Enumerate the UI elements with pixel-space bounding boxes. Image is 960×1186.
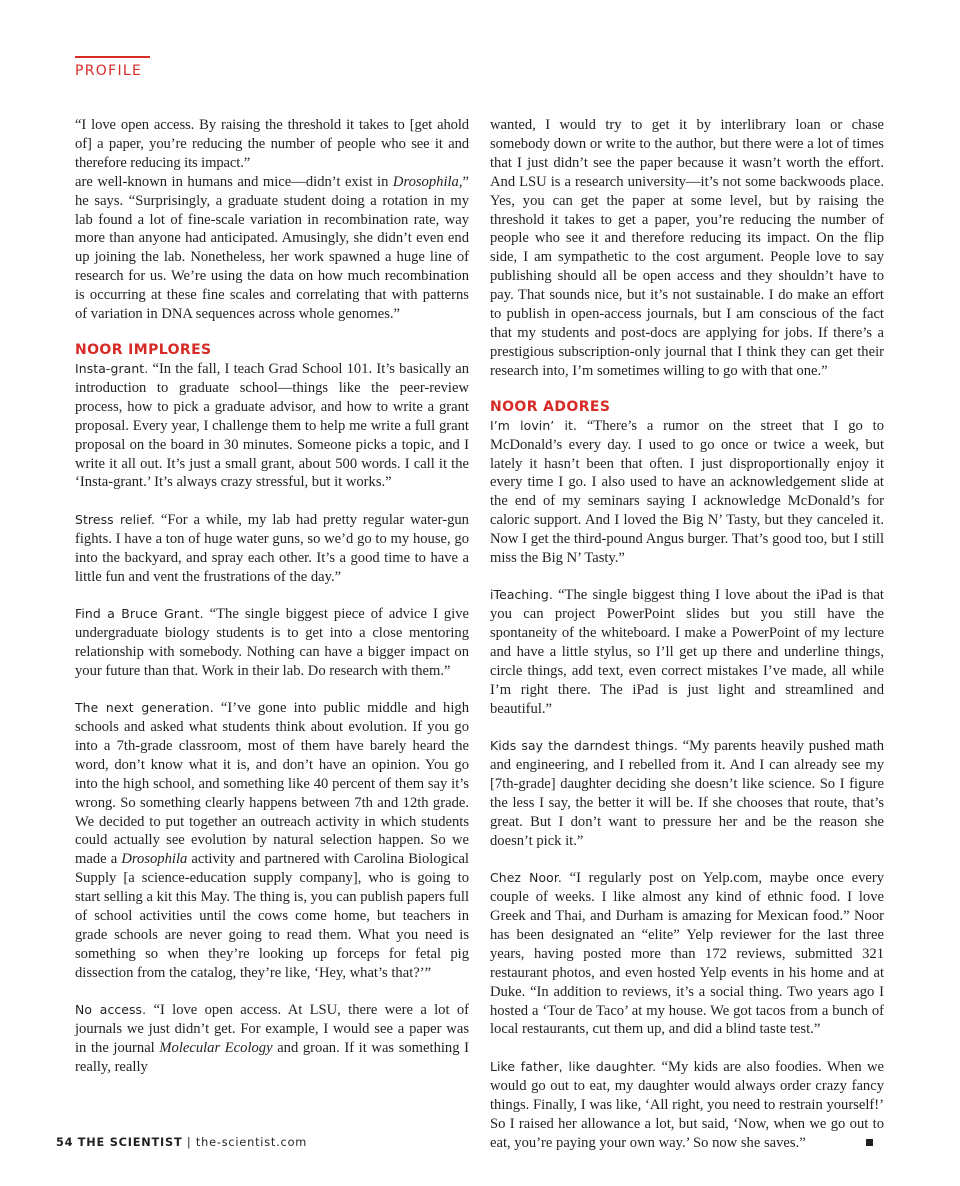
iteaching-lead: iTeaching. (490, 587, 553, 603)
intro-italic: Drosophila (392, 173, 459, 190)
no-access-paragraph (75, 1001, 469, 1077)
bruce-grant-text: “The single biggest piece of advice I give undergraduate biology students is to get into a close mentoring relationship with somebody. Nothing can have a bigger impact on your future than that. Work in their lab. Do research with them.” (75, 605, 469, 679)
father-daughter-text: “My kids are also foodies. When we would go out to eat, my daughter would always order crazy fancy things. Finally, I was like, ‘All right, you need to restrain yourself!’ So I raised her allowance a lot, but said, ‘Now, when we go out to eat, you’re paying your own way.’ So now she saves.” (490, 1058, 884, 1151)
no-access-lead: No access. (75, 1002, 147, 1018)
site-url: the-scientist.com (195, 1136, 308, 1149)
left-column (75, 116, 469, 1077)
chez-noor-lead: Chez Noor. (490, 870, 562, 886)
insta-grant-lead: Insta-grant. (75, 360, 149, 376)
section-label: PROFILE (75, 63, 143, 79)
kids-paragraph (490, 737, 884, 850)
chez-noor-paragraph (490, 869, 884, 1039)
stress-relief-paragraph (75, 511, 469, 587)
next-generation-paragraph (75, 699, 469, 983)
adores-heading: NOOR ADORES (490, 398, 611, 415)
next-generation-lead: The next generation. (75, 700, 214, 716)
intro-paragraph (75, 173, 469, 324)
page-footer (56, 1136, 307, 1149)
lovin-it-lead: I’m lovin’ it. (490, 417, 578, 433)
intro-text-cont: ,” he says. “Surprisingly, a graduate student doing a rotation in my lab found a lot of fine-scale variation in recombination rate, way more than anyone had anticipated. Amusingly, she didn’t even end up joining the lab. Nonetheless, her work spawned a huge line of research for us. We’re using the data on how much recombination is occurring at these fine scales and correlating that with patterns of variation in DNA sequences across whole genomes.” (75, 173, 469, 323)
pull-quote: “I love open access. By raising the threshold it takes to [get ahold of] a paper, you’re reducing the number of people who see it and therefore reducing its impact.” (75, 117, 469, 171)
chez-noor-text: “I regularly post on Yelp.com, maybe once every couple of weeks. I like almost any kind of ethnic food. I love Greek and Thai, and Durham is amazing for Mexican food.” Noor has been designated an “elite” Yelp reviewer for the last three years, having posted more than 172 reviews, submitted 321 restaurant photos, and even hosted Yelp events in his home and at Duke. “In addition to reviews, it’s a social thing. Two years ago I hosted a ‘Tour de Taco’ at my house. We got tacos from a bunch of local restaurants, cut them up, and did a blind taste test.” (490, 870, 884, 1038)
header-rule (75, 56, 150, 58)
kids-lead: Kids say the darndest things. (490, 738, 678, 754)
kids-text: “My parents heavily pushed math and engineering, and I rebelled from it. And I can already see my [7th-grade] daughter deciding she doesn’t like science. So I figure the less I say, the better it will be. If she chooses that route, that’s great. But I don’t want to pressure her and be the reason she doesn’t pick it.” (490, 738, 884, 849)
next-generation-text-cont: activity and partnered with Carolina Biological Supply [a science-education supply company], who is going to start selling a kit this May. The thing is, you can publish papers full of school activities until the cows come home, but teachers in grade schools are never going to read them. What you need is something so when they’re looking up forceps for fetal pig dissection from the catalog, they’re like, ‘Hey, what’s that?’” (75, 851, 469, 981)
magazine-name: THE SCIENTIST (77, 1136, 183, 1149)
iteaching-text: “The single biggest thing I love about the iPad is that you can project PowerPoint slides but you still have the spontaneity of the whiteboard. I make a PowerPoint of my lecture and have a little stylus, so I’ll get up there and underline things, circle things, add text, even correct mistakes I’ve made, all while I’m right there. The iPad is just light and streamlined and beautiful.” (490, 587, 884, 717)
next-generation-italic: Drosophila (121, 851, 188, 868)
next-generation-text: “I’ve gone into public middle and high schools and asked what students think about evolution. If you go into a 7th-grade classroom, most of them have barely heard the word, don’t know what it is, and don’t have an opinion. You go into the high school, and something like 40 percent of them say it’s wrong. So something clearly happens between 7th and 12th grade. We decided to put together an outreach activity in which students could actually see evolution by natural selection happen. So we made a (75, 700, 470, 868)
stress-relief-lead: Stress relief. (75, 511, 155, 527)
bruce-grant-paragraph (75, 605, 469, 681)
lovin-it-text: “There’s a rumor on the street that I go to McDonald’s every day. I used to go once or twice a week, but lately it hasn’t been that often. I just disproportionally enjoy it every time I go. I also used to have an acknowledgement slide at the end of my seminars saying I acknowledge McDonald’s for caloric support. And I loved the Big N’ Tasty, but they canceled it. Now I get the third-pound Angus burger. That’s good too, but I still miss the Big N’ Tasty.” (490, 417, 884, 567)
open-access-continuation: wanted, I would try to get it by interlibrary loan or chase somebody down or write to the author, but there were a lot of times that I just didn’t see the paper because it wasn’t worth the effort. And LSU is a research university—it’s not some backwoods place. Yes, you can get the paper at some level, but by raising the threshold it takes to get a paper, you’re reducing the number of people who see it and therefore reducing its impact. On the flip side, I am sympathetic to the cost argument. People love to say publishing should all be open access and they shouldn’t have to pay. That sounds nice, but it’s not sustainable. I do make an effort to publish in open-access journals, but I am conscious of the fact that my students and post-docs are applying for jobs. If there’s a prestigious subscription-only journal that I think they can get their research into, I’m sometimes willing to go with that one.” (490, 117, 884, 379)
end-of-article-mark (866, 1139, 873, 1146)
right-column (490, 116, 884, 1152)
intro-text: are well-known in humans and mice—didn’t exist in (75, 173, 393, 190)
page-number: 54 (56, 1136, 74, 1149)
iteaching-paragraph (490, 586, 884, 718)
implores-heading: NOOR IMPLORES (75, 341, 212, 358)
insta-grant-paragraph (75, 360, 469, 492)
father-daughter-paragraph (490, 1058, 884, 1153)
stress-relief-text: “For a while, my lab had pretty regular water-gun fights. I have a ton of huge water guns, so we’d go to my house, go into the backyard, and spray each other. It’s a good time to have a little fun and vent the frustrations of the day.” (75, 511, 469, 585)
no-access-italic: Molecular Ecology (159, 1039, 273, 1056)
no-access-text: “I love open access. At LSU, there were a lot of journals we just didn’t get. For example, I would see a paper was in the journal (75, 1002, 469, 1056)
insta-grant-text: “In the fall, I teach Grad School 101. It’s basically an introduction to graduate school—things like the peer-review process, how to pick a graduate advisor, and how to write a grant proposal. Every year, I challenge them to help me write a full grant proposal on the board in 30 minutes. Someone picks a topic, and I write it all out. It’s just a small grant, about 500 words. I call it the ‘Insta-grant.’ It’s always crazy stressful, but it works.” (75, 360, 469, 491)
footer-separator: | (186, 1136, 192, 1149)
father-daughter-lead: Like father, like daughter. (490, 1058, 657, 1074)
bruce-grant-lead: Find a Bruce Grant. (75, 605, 204, 621)
no-access-text-cont: and groan. If it was something I really, really (75, 1039, 469, 1075)
lovin-it-paragraph (490, 417, 884, 568)
